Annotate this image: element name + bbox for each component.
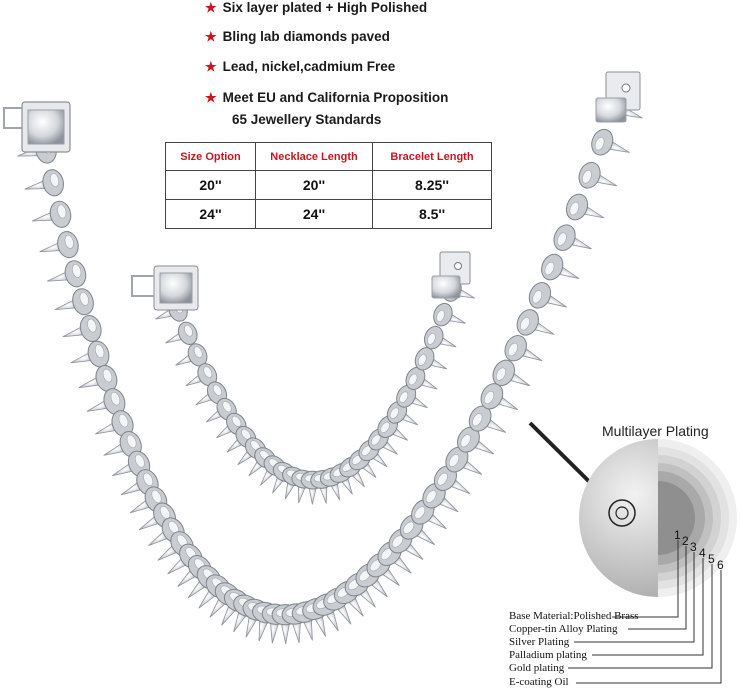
layer-label: Base Material:Polished Brass	[509, 610, 639, 622]
table-header: Size Option	[166, 143, 256, 171]
feature-item: ★ Meet EU and California Proposition	[205, 90, 449, 105]
layer-label: Gold plating	[509, 662, 565, 674]
feature-continuation: 65 Jewellery Standards	[232, 112, 382, 127]
table-cell: 20''	[256, 171, 373, 200]
table-header: Bracelet Length	[373, 143, 492, 171]
layer-number: 6	[717, 558, 724, 572]
layer-label: Silver Plating	[509, 636, 570, 648]
feature-item: ★ Lead, nickel,cadmium Free	[205, 59, 396, 74]
table-header: Necklace Length	[256, 143, 373, 171]
layer-number: 4	[699, 546, 706, 560]
star-icon: ★	[205, 59, 217, 74]
plating-title: Multilayer Plating	[602, 423, 709, 439]
layer-number: 5	[708, 552, 715, 566]
star-icon: ★	[205, 29, 217, 44]
table-cell: 20''	[166, 171, 256, 200]
layer-number: 1	[674, 528, 681, 542]
layer-label: Palladium plating	[509, 649, 587, 661]
layer-number: 3	[690, 540, 697, 554]
table-cell: 24''	[166, 200, 256, 229]
layer-label: Copper-tin Alloy Plating	[509, 623, 618, 635]
star-icon: ★	[205, 0, 217, 15]
layer-label: E-coating Oil	[509, 676, 569, 688]
feature-item: ★ Bling lab diamonds paved	[205, 29, 390, 44]
layer-number: 2	[682, 534, 689, 548]
table-cell: 8.5''	[373, 200, 492, 229]
table-cell: 24''	[256, 200, 373, 229]
star-icon: ★	[205, 90, 217, 105]
feature-item: ★ Six layer plated + High Polished	[205, 0, 428, 15]
table-cell: 8.25''	[373, 171, 492, 200]
